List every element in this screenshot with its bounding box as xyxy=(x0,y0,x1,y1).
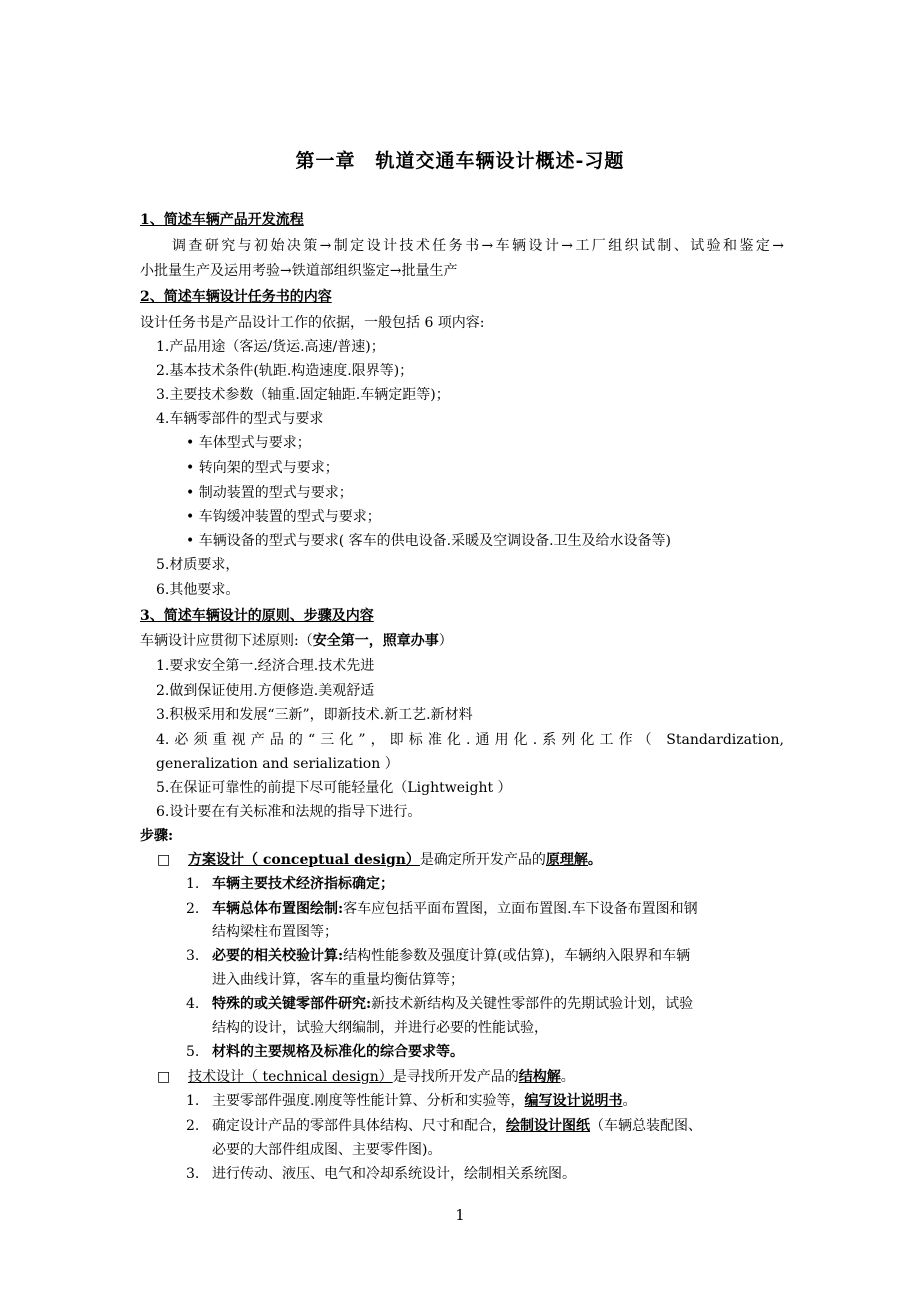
step-number: 1. xyxy=(186,876,200,892)
technical-design-line: 技术设计（ technical design）是寻找所开发产品的结构解。 xyxy=(188,1069,575,1085)
step-number: 5. xyxy=(186,1044,200,1060)
step-text: 材料的主要规格及标准化的综合要求等。 xyxy=(212,1044,464,1060)
step-number: 3. xyxy=(186,1166,200,1182)
step-number: 2. xyxy=(186,901,200,917)
conceptual-design-line: 方案设计（ conceptual design）是确定所开发产品的原理解。 xyxy=(188,852,602,868)
principle-emphasis: 安全第一，照章办事 xyxy=(312,633,439,649)
bullet-item: • 转向架的型式与要求； xyxy=(186,460,339,476)
step-number: 1. xyxy=(186,1093,200,1109)
checkbox-icon: □ xyxy=(157,1069,171,1085)
section-2-intro: 设计任务书是产品设计工作的依据，一般包括 6 项内容: xyxy=(140,315,485,331)
bullet-item: • 车钩缓冲装置的型式与要求； xyxy=(186,509,381,525)
step-number: 3. xyxy=(186,948,200,964)
step-text: 特殊的或关键零部件研究:新技术新结构及关键性零部件的先期试验计划，试验 xyxy=(212,996,694,1012)
section-1-line-1: 调查研究与初始决策→制定设计技术任务书→车辆设计→工厂组织试制、试验和鉴定→ xyxy=(172,238,784,254)
step-number: 4. xyxy=(186,996,200,1012)
step-text: 必要的相关校验计算:结构性能参数及强度计算(或估算)，车辆纳入限界和车辆 xyxy=(212,948,691,964)
principle-item: 3.积极采用和发展“三新”，即新技术.新工艺.新材料 xyxy=(156,707,473,723)
step-text: 车辆总体布置图绘制:客车应包括平面布置图，立面布置图.车下设备布置图和钢 xyxy=(212,901,698,917)
step-text-cont: 结构梁柱布置图等； xyxy=(212,924,338,940)
list-item: 5.材质要求， xyxy=(156,557,240,573)
page-title: 第一章 轨道交通车辆设计概述-习题 xyxy=(295,150,625,172)
principle-item: 1.要求安全第一.经济合理.技术先进 xyxy=(156,658,375,674)
list-item: 1.产品用途（客运/货运.高速/普速)； xyxy=(156,339,385,355)
step-text: 进行传动、液压、电气和冷却系统设计，绘制相关系统图。 xyxy=(212,1166,576,1182)
section-1-heading: 1、简述车辆产品开发流程 xyxy=(140,212,304,228)
step-number: 2. xyxy=(186,1118,200,1134)
step-text: 主要零部件强度.刚度等性能计算、分析和实验等，编写设计说明书。 xyxy=(212,1093,637,1109)
principle-item-cont: generalization and serialization ） xyxy=(156,756,399,772)
principle-item: 6.设计要在有关标准和法规的指导下进行。 xyxy=(156,804,422,820)
checkbox-icon: □ xyxy=(157,852,171,868)
conceptual-design-title: 方案设计（ conceptual design） xyxy=(188,852,420,868)
list-item: 4.车辆零部件的型式与要求 xyxy=(156,411,324,427)
list-item: 6.其他要求。 xyxy=(156,582,240,598)
bullet-item: • 车辆设备的型式与要求( 客车的供电设备.采暖及空调设备.卫生及给水设备等) xyxy=(186,533,671,549)
step-text: 确定设计产品的零部件具体结构、尺寸和配合，绘制设计图纸（车辆总装配图、 xyxy=(212,1118,702,1134)
step-text-cont: 进入曲线计算，客车的重量均衡估算等； xyxy=(212,972,464,988)
bullet-item: • 制动装置的型式与要求； xyxy=(186,485,353,501)
step-text-cont: 结构的设计，试验大纲编制，并进行必要的性能试验， xyxy=(212,1020,548,1036)
list-item: 3.主要技术参数（轴重.固定轴距.车辆定距等)； xyxy=(156,387,450,403)
steps-label: 步骤: xyxy=(140,828,174,844)
page-number: 1 xyxy=(455,1206,465,1224)
principle-item: 5.在保证可靠性的前提下尽可能轻量化（Lightweight ） xyxy=(156,780,512,796)
section-3-intro: 车辆设计应贯彻下述原则:（安全第一，照章办事） xyxy=(140,633,453,649)
step-text: 车辆主要技术经济指标确定； xyxy=(212,876,394,892)
section-3-heading: 3、简述车辆设计的原则、步骤及内容 xyxy=(140,608,374,624)
section-2-heading: 2、简述车辆设计任务书的内容 xyxy=(140,289,332,305)
step-text-cont: 必要的大部件组成图、主要零件图)。 xyxy=(212,1142,442,1158)
principle-item: 2.做到保证使用.方便修造.美观舒适 xyxy=(156,683,375,699)
list-item: 2.基本技术条件(轨距.构造速度.限界等)； xyxy=(156,363,414,379)
technical-design-title: 技术设计（ technical design） xyxy=(188,1069,393,1085)
section-1-line-2: 小批量生产及运用考验→铁道部组织鉴定→批量生产 xyxy=(140,263,458,279)
principle-item: 4.必须重视产品的“三化”，即标准化.通用化.系列化工作（ Standardization, xyxy=(156,732,784,748)
bullet-item: • 车体型式与要求； xyxy=(186,435,311,451)
